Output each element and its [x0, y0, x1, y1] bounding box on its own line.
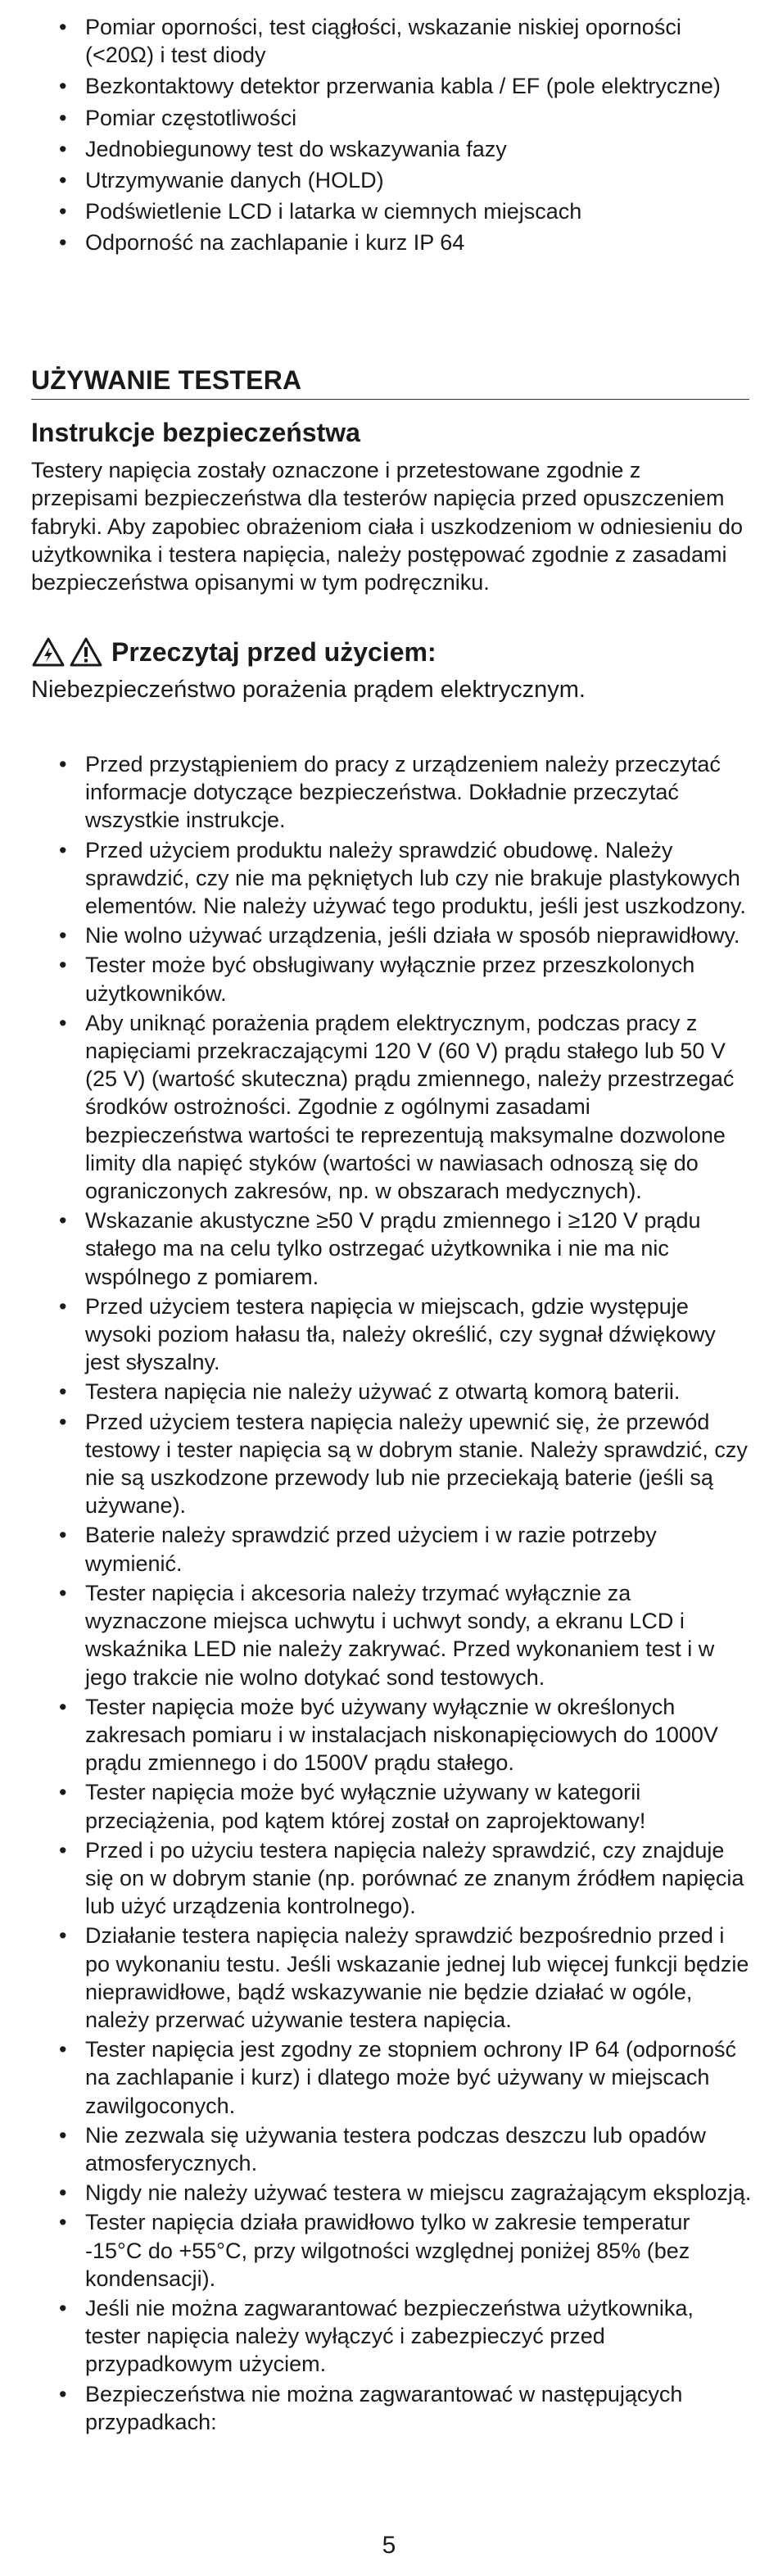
list-item: • Przed przystąpieniem do pracy z urządzeniem należy przeczytać informacje dotyczące bezpieczeństwa. Dokładnie przeczytać wszystkie instrukcje. — [31, 750, 752, 835]
list-item: • Przed użyciem produktu należy sprawdzić obudowę. Należy sprawdzić, czy nie ma pękniętych lub czy nie brakuje plastykowych elementów. Nie należy używać tego produktu, jeśli jest uszkodzony. — [31, 836, 752, 921]
warning-heading — [31, 636, 436, 668]
list-item: • Jednobiegunowy test do wskazywania fazy — [31, 135, 752, 163]
section-title: UŻYWANIE TESTERA — [31, 365, 302, 395]
intro-paragraph: Testery napięcia zostały oznaczone i przetestowane zgodnie z przepisami bezpieczeństwa dla testerów napięcia przed opuszczeniem fabryki. Aby zapobiec obrażeniom ciała i uszkodzeniom w odniesieniu do użytkownika i testera napięcia, należy postępować zgodnie z zasadami bezpieczeństwa opisanymi w tym podręczniku. — [31, 458, 743, 595]
list-item: • Pomiar oporności, test ciągłości, wskazanie niskiej oporności (<20Ω) i test diody — [31, 13, 752, 69]
list-item: • Przed użyciem testera napięcia w miejscach, gdzie występuje wysoki poziom hałasu tła, należy określić, czy sygnał dźwiękowy jest słyszalny. — [31, 1293, 752, 1377]
list-item: • Bezkontaktowy detektor przerwania kabla / EF (pole elektryczne) — [31, 72, 752, 100]
list-item: • Utrzymywanie danych (HOLD) — [31, 166, 752, 194]
list-item: • Tester napięcia jest zgodny ze stopniem ochrony IP 64 (odporność na zachlapanie i kurz) i dlatego może być używany w miejscach zawilgoconych. — [31, 2035, 752, 2120]
list-item: • Tester może być obsługiwany wyłącznie przez przeszkolonych użytkowników. — [31, 951, 752, 1007]
list-item: • Przed użyciem testera napięcia należy upewnić się, że przewód testowy i tester napięcia są w dobrym stanie. Należy sprawdzić, czy nie są uszkodzone przewody lub nie przeciekają baterie (jeśli są używane). — [31, 1408, 752, 1520]
general-warning-icon — [69, 636, 103, 668]
list-item: • Tester napięcia może być wyłącznie używany w kategorii przeciążenia, pod kątem której został on zaprojektowany! — [31, 1778, 752, 1834]
list-item: • Jeśli nie można zagwarantować bezpieczeństwa użytkownika, tester napięcia należy wyłączyć i zabezpieczyć przed przypadkowym użyciem. — [31, 2294, 752, 2379]
list-item: • Tester napięcia i akcesoria należy trzymać wyłącznie za wyznaczone miejsca uchwytu i uchwyt sondy, a ekranu LCD i wskaźnika LED nie należy zakrywać. Przed wykonaniem test i w jego trakcie nie wolno dotykać sond testowych. — [31, 1579, 752, 1691]
list-item: • Działanie testera napięcia należy sprawdzić bezpośrednio przed i po wykonaniu testu. Jeśli wskazanie jednej lub więcej funkcji będzie nieprawidłowe, bądź wskazywanie nie będzie działać w ogóle, należy przerwać używanie testera napięcia. — [31, 1922, 752, 2034]
page-number: 5 — [382, 2532, 396, 2559]
list-item: • Aby uniknąć porażenia prądem elektrycznym, podczas pracy z napięciami przekraczającymi 120 V (60 V) prądu stałego lub 50 V (25 V) (wartość skuteczna) prądu zmiennego, należy przestrzegać środków ostrożności. Zgodnie z ogólnymi zasadami bezpieczeństwa wartości te reprezentują maksymalne dozwolone limity dla napięć styków (wartości w nawiasach odnoszą się do ograniczonych zakresów, np. w obszarach medycznych). — [31, 1009, 752, 1205]
list-item: • Nie zezwala się używania testera podczas deszczu lub opadów atmosferycznych. — [31, 2121, 752, 2177]
list-item: • Przed i po użyciu testera napięcia należy sprawdzić, czy znajduje się on w dobrym stanie (np. porównać ze znanym źródłem napięcia lub użyć urządzenia kontrolnego). — [31, 1836, 752, 1921]
list-item: • Testera napięcia nie należy używać z otwartą komorą baterii. — [31, 1378, 752, 1406]
list-item: • Tester napięcia może być używany wyłącznie w określonych zakresach pomiaru i w instalacjach niskonapięciowych do 1000V prądu zmiennego i do 1500V prądu stałego. — [31, 1693, 752, 1777]
list-item: • Wskazanie akustyczne ≥50 V prądu zmiennego i ≥120 V prądu stałego ma na celu tylko ostrzegać użytkownika i nie ma nic wspólnego z pomiarem. — [31, 1207, 752, 1291]
list-item: • Podświetlenie LCD i latarka w ciemnych miejscach — [31, 197, 752, 225]
safety-list — [31, 750, 752, 2438]
danger-line: Niebezpieczeństwo porażenia prądem elektrycznym. — [31, 677, 586, 703]
warning-title: Przeczytaj przed użyciem: — [111, 636, 436, 667]
list-item: • Bezpieczeństwa nie można zagwarantować w następujących przypadkach: — [31, 2380, 752, 2436]
section-divider — [31, 399, 749, 400]
list-item: • Tester napięcia działa prawidłowo tylko w zakresie temperatur -15°C do +55°C, przy wilgotności względnej poniżej 85% (bez kondensacji). — [31, 2208, 752, 2293]
list-item: • Nie wolno używać urządzenia, jeśli działa w sposób nieprawidłowy. — [31, 921, 752, 949]
subheading: Instrukcje bezpieczeństwa — [31, 418, 360, 447]
list-item: • Pomiar częstotliwości — [31, 104, 752, 132]
list-item: • Odporność na zachlapanie i kurz IP 64 — [31, 229, 752, 256]
list-item: • Baterie należy sprawdzić przed użyciem i w razie potrzeby wymienić. — [31, 1521, 752, 1577]
feature-list — [31, 13, 752, 260]
list-item: • Nigdy nie należy używać testera w miejscu zagrażającym eksplozją. — [31, 2179, 752, 2207]
shock-hazard-warning-icon — [31, 636, 66, 668]
